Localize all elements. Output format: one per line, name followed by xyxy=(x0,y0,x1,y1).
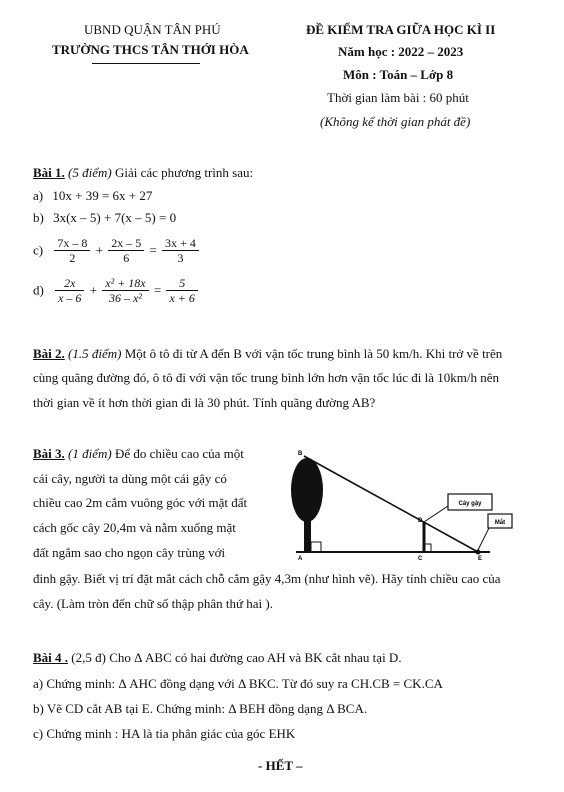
bai1-c xyxy=(33,236,201,265)
point-C: C xyxy=(418,556,423,562)
bai1-text: Giải các phương trình sau: xyxy=(114,165,254,180)
duration: Thời gian làm bài : 60 phút xyxy=(327,90,469,105)
point-B: B xyxy=(298,451,303,457)
bai4-label: Bài 4 . xyxy=(33,650,69,665)
point-D: D xyxy=(418,518,423,524)
header-underline xyxy=(92,63,200,64)
point-E: E xyxy=(478,556,483,562)
bai3-line6: đinh gậy. Biết vị trí đặt mắt cách chỗ cắm gậy 4,3m (như hình vẽ). Hãy tính chiều cao của xyxy=(33,571,501,586)
bai1-c-op2: = xyxy=(149,242,157,258)
duration-note: (Không kể thời gian phát đề) xyxy=(320,114,471,129)
bai4-c: c) Chứng minh : HA là tia phân giác của góc EHK xyxy=(33,726,296,741)
bai1-c-frac3: $\frac{3x + 4}{3}$ xyxy=(162,236,199,265)
bai2-line3: thời gian về ít hơn thời gian đi là 30 phút. Tính quãng đường AB? xyxy=(33,395,376,410)
bai3-line5: đất ngắm sao cho ngọn cây trùng với xyxy=(33,545,226,560)
eye-point xyxy=(476,550,481,555)
subject: Môn : Toán – Lớp 8 xyxy=(343,67,454,82)
tree-right-angle xyxy=(311,542,321,552)
bai3-line7: cây. (Làm tròn đến chữ số thập phân thứ hai ). xyxy=(33,596,273,611)
bai1-c-op1: + xyxy=(95,242,103,258)
header-district: UBND QUẬN TÂN PHÚ xyxy=(84,22,221,37)
bai1-d-frac2: $\frac{\text{x² + 18x}}{\text{36 – x²}}$ xyxy=(102,276,148,305)
label-pointer-stick xyxy=(424,506,448,522)
header-school: TRƯỜNG THCS TÂN THỚI HÒA xyxy=(52,42,249,57)
school-year: Năm học : 2022 – 2023 xyxy=(338,44,464,59)
bai1-c-frac1: $\frac{7x - 8}{2}$ xyxy=(54,236,90,265)
bai1-b xyxy=(33,210,176,226)
bai2-line1 xyxy=(33,346,502,362)
bai1-b-eq: 3x(x – 5) + 7(x – 5) = 0 xyxy=(53,210,177,225)
label-pointer-eye xyxy=(478,526,490,550)
bai1-b-label: b) xyxy=(33,210,44,225)
tree-stick-figure xyxy=(290,446,520,566)
bai1-a xyxy=(33,188,152,204)
bai3-label: Bài 3. xyxy=(33,446,65,461)
bai4-heading xyxy=(33,650,402,666)
bai1-d-op1: + xyxy=(89,282,98,298)
bai2-text1: Một ô tô đi từ A đến B với vận tốc trung bình là 50 km/h. Khi trở về trên xyxy=(124,346,503,361)
label-stick: Cây gậy xyxy=(458,501,482,507)
bai4-b: b) Vẽ CD cắt AB tại E. Chứng minh: Δ BEH đồng dạng Δ BCA. xyxy=(33,701,368,716)
bai2-label: Bài 2. xyxy=(33,346,65,361)
bai1-c-frac2: $\frac{2x - 5}{6}$ xyxy=(108,236,144,265)
label-eye: Mắt xyxy=(494,520,506,526)
bai4-a: a) Chứng minh: Δ AHC đồng dạng với Δ BKC. Từ đó suy ra CH.CB = CK.CA xyxy=(33,676,443,691)
bai1-d xyxy=(33,276,200,305)
bai3-text1: Để đo chiều cao của một xyxy=(114,446,244,461)
bai2-line2: cùng quãng đường đó, ô tô đi với vận tốc trung bình lớn hơn vận tốc lúc đi là 10km/h nên xyxy=(33,370,500,385)
bai3-line3: chiều cao 2m cắm vuông góc với mặt đất xyxy=(33,495,248,510)
bai1-heading xyxy=(33,165,253,181)
bai1-c-label: c) xyxy=(33,242,44,258)
tree-canopy xyxy=(291,458,323,522)
bai3-line4: cách gốc cây 20,4m và nằm xuống mặt xyxy=(33,520,236,535)
end-marker: - HẾT – xyxy=(258,758,303,773)
bai3-points: (1 điểm) xyxy=(68,446,112,461)
bai1-d-frac1: $\frac{2x}{x - 6}$ xyxy=(55,276,84,305)
bai1-d-frac3: $\frac{5}{x + 6}$ xyxy=(166,276,197,305)
bai3-line2: cái cây, người ta dùng một cái gậy có xyxy=(33,471,227,486)
bai1-points: (5 điểm) xyxy=(68,165,112,180)
bai1-a-label: a) xyxy=(33,188,44,203)
bai3-line1 xyxy=(33,446,244,462)
bai2-points: (1.5 điểm) xyxy=(68,346,122,361)
bai4-points: (2,5 đ) xyxy=(71,650,106,665)
point-A: A xyxy=(298,556,303,562)
bai1-d-op2: = xyxy=(153,282,162,298)
exam-title: ĐỀ KIỂM TRA GIỮA HỌC KÌ II xyxy=(306,22,496,37)
bai1-d-label: d) xyxy=(33,282,44,298)
bai1-label: Bài 1. xyxy=(33,165,65,180)
bai1-a-eq: 10x + 39 = 6x + 27 xyxy=(52,188,153,203)
bai4-text: Cho Δ ABC có hai đường cao AH và BK cắt nhau tại D. xyxy=(109,650,402,665)
